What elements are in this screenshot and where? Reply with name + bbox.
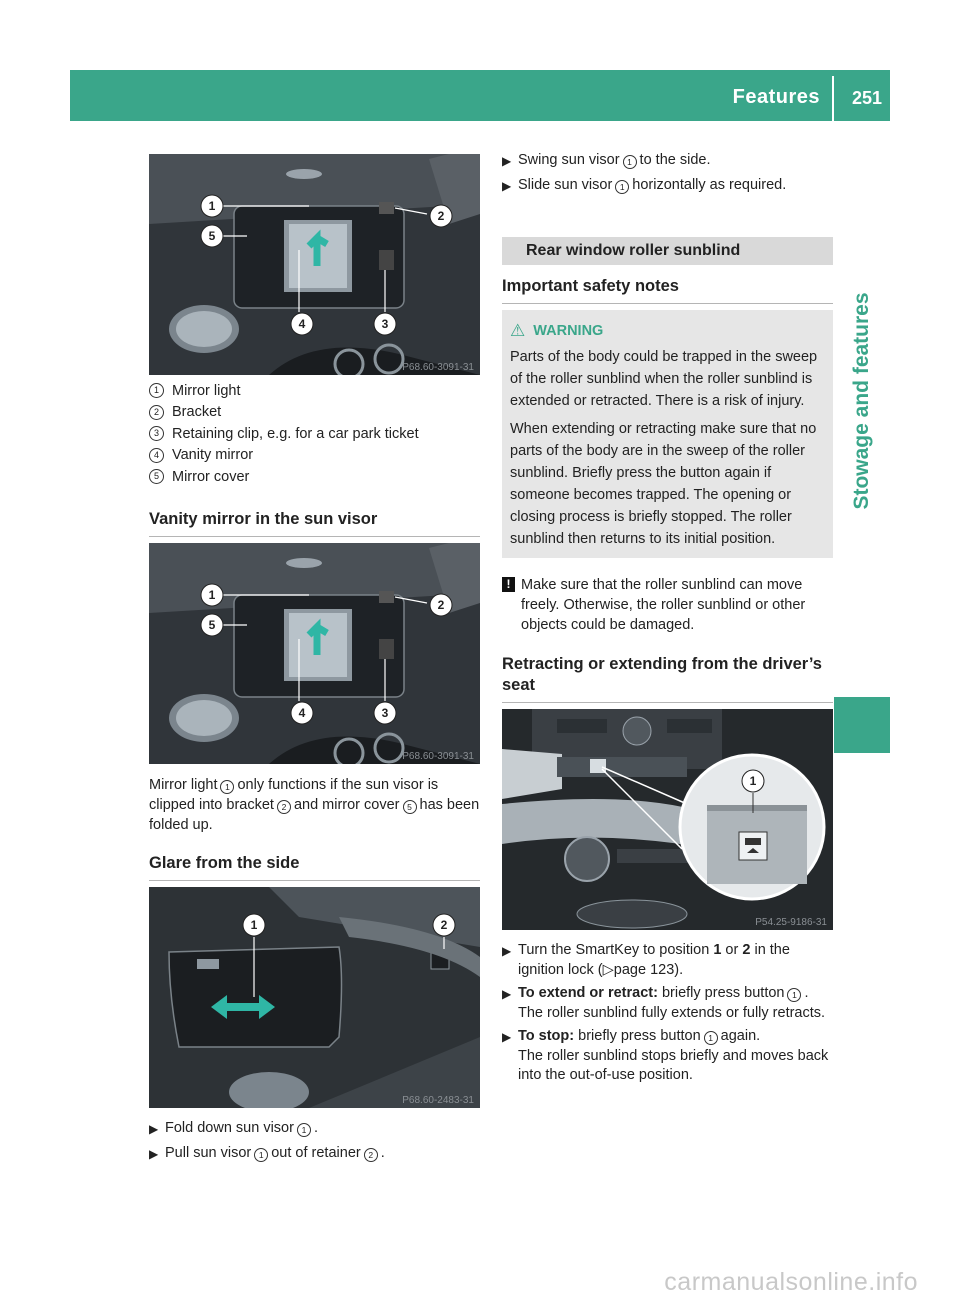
svg-text:2: 2 — [440, 918, 448, 932]
glare-steps — [149, 1119, 480, 1164]
step-arrow-icon: ▶ — [502, 178, 512, 193]
callout-2 — [433, 914, 455, 936]
svg-text:1: 1 — [250, 918, 258, 932]
figure-sun-visor-2 — [149, 543, 480, 764]
callout-1 — [201, 195, 223, 217]
step-item: ▶ To stop: briefly press button 1 again. The roller sunblind stops briefly and moves back into the out-of-use position. — [502, 1027, 836, 1086]
visor-swing-steps — [502, 151, 833, 196]
svg-text:5: 5 — [208, 229, 216, 243]
side-tab-block — [834, 697, 890, 753]
callout-5 — [201, 614, 223, 636]
callout-5 — [201, 225, 223, 247]
step-item: ▶ Swing sun visor 1 to the side. — [502, 151, 833, 172]
callout-4 — [291, 702, 313, 724]
page-number: 251 — [851, 88, 882, 108]
notice-exclamation-icon: ! — [502, 577, 515, 592]
warning-text: Parts of the body could be trapped in the sweep of the roller sunblind when the roller sunblind is extended or retracted. There is a risk of injury. — [510, 349, 818, 409]
page-ref-arrow-icon: ▷ — [602, 961, 614, 978]
figure-legend — [149, 380, 480, 488]
svg-text:4: 4 — [298, 317, 306, 331]
notice-text: Make sure that the roller sunblind can move freely. Otherwise, the roller sunblind or other objects could be damaged. — [521, 577, 806, 633]
side-tab-label: Stowage and features — [850, 292, 873, 510]
legend-item: 5 Mirror cover — [149, 466, 480, 488]
step-item: ▶ Slide sun visor 1 horizontally as required. — [502, 176, 833, 197]
heading-retracting-extending: Retracting or extending from the driver’s seat — [502, 654, 833, 703]
figure-code: P68.60-3091-31 — [402, 751, 474, 762]
step-arrow-icon: ▶ — [149, 1122, 159, 1136]
console-illustration — [502, 709, 833, 930]
callout-1 — [742, 770, 764, 792]
figure-code: P68.60-3091-31 — [402, 362, 474, 373]
svg-text:2: 2 — [437, 209, 445, 223]
callout-1 — [243, 914, 265, 936]
svg-text:1: 1 — [208, 588, 216, 602]
side-visor-illustration — [149, 887, 480, 1108]
side-chapter-tab[interactable] — [834, 121, 890, 697]
step-arrow-icon: ▶ — [502, 1030, 512, 1044]
callout-1 — [201, 584, 223, 606]
svg-text:5: 5 — [208, 618, 216, 632]
step-item: ▶ Turn the SmartKey to position 1 or 2 in the ignition lock (▷page 123). — [502, 941, 836, 980]
legend-item: 4 Vanity mirror — [149, 445, 480, 467]
figure-code: P68.60-2483-31 — [402, 1095, 474, 1106]
warning-text: When extending or retracting make sure that no parts of the body are in the sweep of the roller sunblind. Briefly press the button again if someone becomes trapped. The opening or closing process is briefly stopped. The roller sunblind then returns to its initial position. — [510, 421, 817, 547]
notice-block — [502, 575, 834, 635]
svg-text:1: 1 — [208, 199, 216, 213]
callout-2 — [430, 594, 452, 616]
callout-2 — [430, 205, 452, 227]
section-title-bar: Rear window roller sunblind — [502, 237, 833, 265]
header-title: Features — [732, 86, 820, 108]
legend-item: 3 Retaining clip, e.g. for a car park ticket — [149, 423, 480, 445]
watermark: carmanualsonline.info — [664, 1268, 918, 1296]
legend-item: 1 Mirror light — [149, 380, 480, 402]
vanity-mirror-text: Mirror light 1 only functions if the sun visor is clipped into bracket 2 and mirror cover 5 has been folded up. — [149, 777, 480, 833]
page-header — [70, 70, 890, 121]
step-item: ▶ Fold down sun visor 1 . — [149, 1119, 480, 1140]
step-arrow-icon: ▶ — [502, 154, 512, 168]
step-item: ▶ To extend or retract: briefly press button 1 . The roller sunblind fully extends or fully retracts. — [502, 984, 836, 1023]
warning-title: ⚠ WARNING — [510, 321, 604, 340]
step-arrow-icon: ▶ — [502, 987, 512, 1001]
figure-code: P54.25-9186-31 — [755, 917, 827, 928]
svg-text:1: 1 — [749, 774, 757, 788]
step-item: ▶ Pull sun visor 1 out of retainer 2 . — [149, 1144, 480, 1165]
figure-side-glare — [149, 887, 480, 1108]
sunblind-steps — [502, 941, 836, 1086]
heading-glare-from-side: Glare from the side — [149, 853, 480, 881]
figure-sun-visor-1 — [149, 154, 480, 375]
warning-box — [502, 310, 833, 558]
callout-3 — [374, 702, 396, 724]
heading-vanity-mirror: Vanity mirror in the sun visor — [149, 509, 480, 537]
sun-visor-illustration — [149, 543, 480, 764]
callout-3 — [374, 313, 396, 335]
svg-text:2: 2 — [437, 598, 445, 612]
legend-item: 2 Bracket — [149, 402, 480, 424]
header-separator — [832, 76, 834, 121]
step-arrow-icon: ▶ — [502, 944, 512, 958]
svg-text:4: 4 — [298, 706, 306, 720]
figure-center-console — [502, 709, 833, 930]
svg-text:3: 3 — [381, 706, 389, 720]
step-arrow-icon: ▶ — [149, 1146, 159, 1161]
warning-triangle-icon: ⚠ — [510, 321, 526, 340]
heading-safety-notes: Important safety notes — [502, 276, 833, 304]
callout-4 — [291, 313, 313, 335]
sun-visor-illustration — [149, 154, 480, 375]
svg-text:3: 3 — [381, 317, 389, 331]
